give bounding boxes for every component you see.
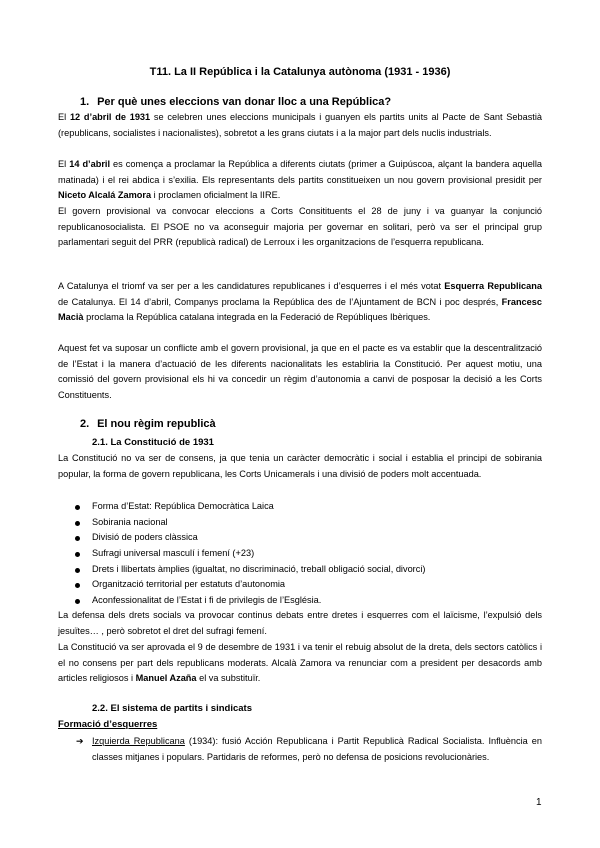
bold-name: Francesc Macià: [58, 296, 542, 323]
text-run: La Constitució va ser aprovada el 9 de desembre de 1931 i va tenir el rebuig absolut de la dreta, dels sectors catòlics i el no consens per part dels republicans moderats. Alcalà Zamora va renunciar com a president per desacords amb articles religiosos i: [58, 642, 542, 684]
bullet-icon: [75, 552, 80, 557]
page-number: 1: [536, 797, 542, 808]
bullet-list: [58, 499, 542, 609]
section-2-number: 2.: [80, 418, 90, 430]
arrow-right-icon: ➔: [76, 736, 84, 746]
party-name: Izquierda Republicana: [92, 736, 185, 746]
text-run: A Catalunya el triomf va ser per a les candidatures republicanes i d’esquerres i el més votat: [58, 281, 445, 291]
bullet-icon: [75, 505, 80, 510]
list-item: [58, 562, 542, 578]
list-item-text: Forma d’Estat: República Democràtica Laica: [92, 501, 274, 511]
bold-date: 12 d’abril de 1931: [69, 112, 151, 122]
list-item: [58, 530, 542, 546]
text-run: proclama la República catalana integrada en la Federació de Repúbliques Ibèriques.: [83, 312, 431, 323]
bullet-icon: [75, 536, 80, 541]
list-item-text: Aconfessionalitat de l’Estat i fi de privilegis de l’Església.: [92, 595, 322, 606]
text-run: el va substituïr.: [196, 673, 261, 684]
bold-name: Manuel Azaña: [135, 673, 197, 684]
text-run: i proclamen oficialment la IIRE.: [151, 190, 281, 201]
bullet-icon: [75, 521, 80, 526]
bullet-icon: [75, 599, 80, 604]
paragraph: [58, 110, 542, 141]
section-2-heading: [80, 418, 216, 430]
paragraph: La Constitució no va ser de consens, ja que tenia un caràcter democràtic i social i establia el principi de sobirania popular, la forma de govern republicana, les Corts Unicamerals i una divisió de poders molt accentuada.: [58, 453, 542, 479]
paragraph: [58, 157, 542, 204]
section-1-heading: [80, 96, 391, 108]
list-item-text: Divisió de poders clàssica: [92, 532, 198, 543]
section-1-number: 1.: [80, 96, 90, 108]
subsection-heading: 2.1. La Constitució de 1931: [92, 437, 214, 448]
paragraph: La defensa dels drets socials va provocar continus debats entre dretes i esquerres com el laïcisme, l’expulsió dels jesuïtes… , però sobretot el dret del sufragi femení.: [58, 610, 542, 636]
list-item-text: Sufragi universal masculí i femení (+23): [92, 548, 255, 559]
text-run: El: [58, 159, 70, 169]
bold-name: Esquerra Republicana: [444, 281, 542, 291]
arrow-list-item-text: [76, 734, 542, 765]
arrow-list-item: [76, 734, 542, 765]
list-item: [58, 515, 542, 531]
list-item: [58, 593, 542, 609]
document-title: T11. La II República i la Catalunya autònoma (1931 - 1936): [149, 66, 451, 78]
text-run: de Catalunya. El 14 d’abril, Companys proclama la República des de l’Ajuntament de BCN i poc després,: [58, 296, 502, 307]
text-run: (1934): fusió Acción Republicana i Partit Republicà Radical Socialista. Influència en classes mitjanes i populars. Partidaris de reformes, però no defensa de posicions revolucionàries.: [92, 736, 542, 762]
list-item-text: Organització territorial per estatuts d’autonomia: [92, 579, 286, 590]
paragraph: Aquest fet va suposar un conflicte amb el govern provisional, ja que en el pacte es va establir que la descentralització de l’Estat i la manera d’actuació de les diferents nacionalitats les establiria la Constitució. Per aquest motiu, una comissió del govern provisional els hi va concedir un règim d’autonomia a canvi de posposar la decisió a les Corts Constituents.: [58, 343, 542, 401]
paragraph: [58, 279, 542, 326]
subsection-heading: 2.2. El sistema de partits i sindicats: [92, 703, 252, 714]
text-run: es comença a proclamar la República a diferents ciutats (primer a Guipúscoa, alçant la bandera aquella matinada) i el rei abdica i s’exilia. Els representants dels partits constitueixen un nou govern provisional presidit per: [58, 159, 542, 185]
text-run: El: [58, 112, 70, 122]
bold-name: Niceto Alcalá Zamora: [58, 190, 152, 201]
list-item-text: Sobirania nacional: [92, 516, 168, 527]
bullet-icon: [75, 568, 80, 573]
list-item: [58, 499, 542, 515]
list-item: [58, 577, 542, 593]
bold-date: 14 d’abril: [69, 159, 111, 169]
subsection-label: Formació d’esquerres: [58, 719, 158, 730]
section-2-title: El nou règim republicà: [97, 418, 216, 430]
text-run: se celebren unes eleccions municipals i guanyen els partits units al Pacte de Sant Sebastià (republicans, socialistes i nacionalistes), sobretot a les grans ciutats i a la major part dels nuclis industrials.: [58, 112, 543, 138]
paragraph: [58, 640, 542, 687]
bullet-icon: [75, 583, 80, 588]
list-item-text: Drets i llibertats àmplies (igualtat, no discriminació, treball obligació social, divorci): [92, 563, 426, 574]
section-1-title: Per què unes eleccions van donar lloc a una República?: [97, 96, 392, 108]
paragraph: El govern provisional va convocar eleccions a Corts Consitituents el 28 de juny i va guanyar la conjunció republicanosocialista. El PSOE no va aconseguir majoria per governar en solitari, però va ser el principal grup parlamentari seguit del PRR (republicà radical) de Lerroux i les organitzacions de l’esquerra republicana.: [58, 206, 542, 248]
list-item: [58, 546, 542, 562]
